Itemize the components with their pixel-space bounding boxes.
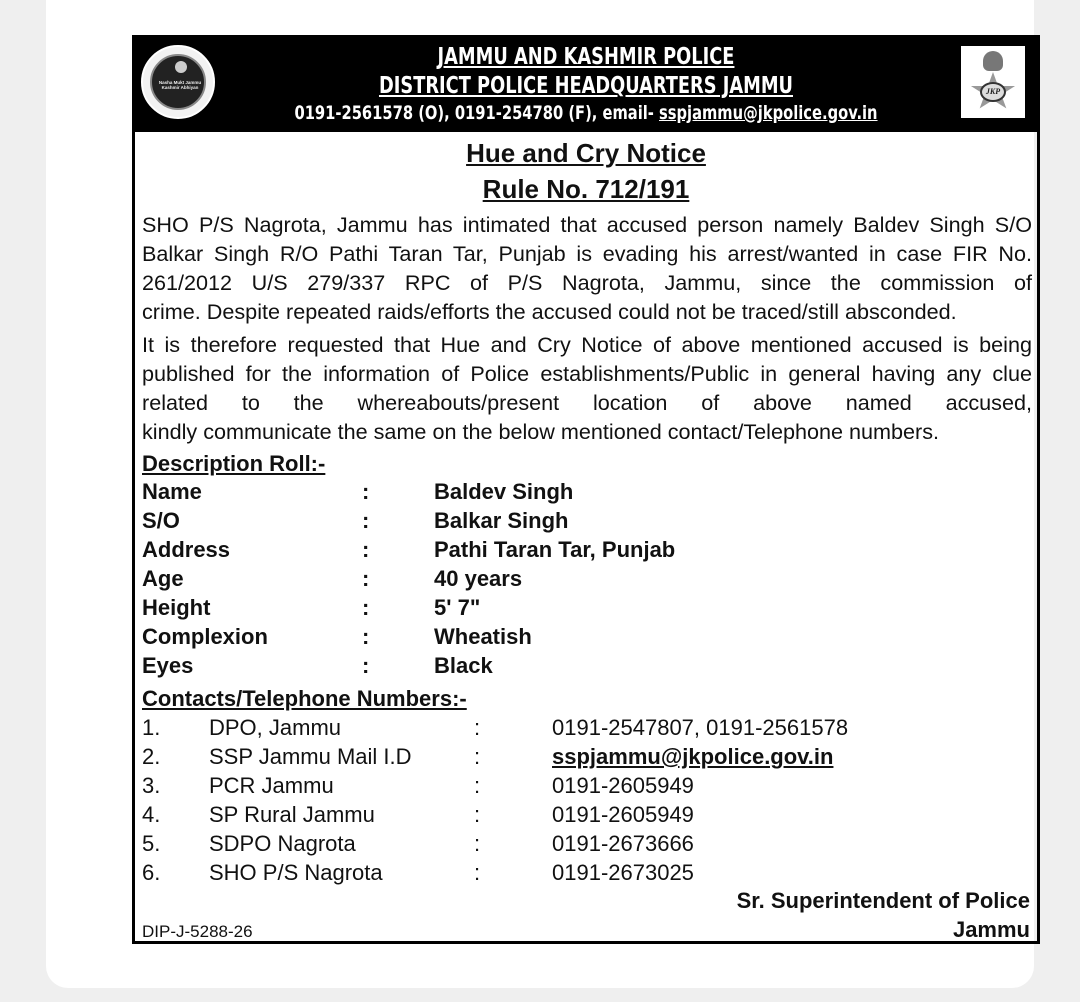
contact-number: 1. xyxy=(142,715,161,740)
header-phones: 0191-2561578 (O), 0191-254780 (F), email- xyxy=(294,102,660,124)
paragraph-1-body: SHO P/S Nagrota, Jammu has intimated that accused person namely Baldev Singh S/O Balkar Singh R/O Pathi Taran Tar, Punjab is evading his arrest/wanted in case FIR No. 261/2012 U/S 279/337 RPC of P/S Nagrota, Jammu, since the commission of xyxy=(142,212,1032,295)
description-label: Height xyxy=(142,595,211,620)
emblem-icon xyxy=(175,61,187,73)
description-value: 40 years xyxy=(434,566,523,591)
contact-email-link[interactable]: sspjammu@jkpolice.gov.in xyxy=(552,744,834,769)
contact-phone: 0191-2605949 xyxy=(552,802,694,827)
contact-separator: : xyxy=(474,860,481,885)
description-value: Pathi Taran Tar, Punjab xyxy=(434,537,676,562)
header-line-1: JAMMU AND KASHMIR POLICE xyxy=(437,44,735,70)
notice-title: Hue and Cry Notice xyxy=(466,138,706,168)
contact-label: DPO, Jammu xyxy=(209,715,342,740)
contact-phone: 0191-2605949 xyxy=(552,773,694,798)
contact-separator: : xyxy=(474,744,481,769)
paragraph-intimation xyxy=(142,210,1032,326)
contact-number: 3. xyxy=(142,773,161,798)
contact-label: SHO P/S Nagrota xyxy=(209,860,383,885)
contact-phone: 0191-2547807, 0191-2561578 xyxy=(552,715,849,740)
contact-separator: : xyxy=(474,715,481,740)
rule-number: Rule No. 712/191 xyxy=(482,174,690,204)
signatory-title: Sr. Superintendent of Police xyxy=(736,888,1030,913)
description-value: Wheatish xyxy=(434,624,532,649)
paragraph-1-last: crime. Despite repeated raids/efforts the accused could not be traced/still absconded. xyxy=(142,299,957,324)
jk-police-badge xyxy=(961,46,1025,118)
notice-header xyxy=(135,38,1037,132)
left-logo-text: Nasha Mukt Jammu Kashmir Abhiyan xyxy=(158,80,202,90)
contact-separator: : xyxy=(474,773,481,798)
description-value: Baldev Singh xyxy=(434,479,574,504)
paragraph-2-last: kindly communicate the same on the below mentioned contact/Telephone numbers. xyxy=(142,419,940,444)
description-separator: : xyxy=(362,653,370,678)
dip-code: DIP-J-5288-26 xyxy=(142,922,253,941)
contact-label: SSP Jammu Mail I.D xyxy=(209,744,412,769)
description-value: 5' 7" xyxy=(434,595,481,620)
paragraph-request xyxy=(142,330,1032,446)
contact-label: SP Rural Jammu xyxy=(209,802,375,827)
header-email-link[interactable]: sspjammu@jkpolice.gov.in xyxy=(659,102,878,124)
contact-separator: : xyxy=(474,831,481,856)
description-value: Balkar Singh xyxy=(434,508,569,533)
description-label: S/O xyxy=(142,508,180,533)
contact-phone: 0191-2673666 xyxy=(552,831,694,856)
contact-number: 4. xyxy=(142,802,161,827)
contact-label: SDPO Nagrota xyxy=(209,831,356,856)
contact-number: 5. xyxy=(142,831,161,856)
contact-number: 2. xyxy=(142,744,161,769)
hue-and-cry-notice xyxy=(132,35,1040,944)
contacts-heading: Contacts/Telephone Numbers:- xyxy=(142,686,467,711)
header-line-2: DISTRICT POLICE HEADQUARTERS JAMMU xyxy=(378,73,794,99)
contact-phone: 0191-2673025 xyxy=(552,860,694,885)
description-label: Name xyxy=(142,479,202,504)
jkp-monogram: JKP xyxy=(980,82,1006,102)
contact-number: 6. xyxy=(142,860,161,885)
description-label: Address xyxy=(142,537,231,562)
description-separator: : xyxy=(362,537,370,562)
header-contact-line xyxy=(198,102,974,124)
description-label: Age xyxy=(142,566,184,591)
description-value: Black xyxy=(434,653,493,678)
description-separator: : xyxy=(362,479,370,504)
description-separator: : xyxy=(362,566,370,591)
description-label: Complexion xyxy=(142,624,268,649)
crown-icon xyxy=(983,51,1003,71)
signatory-location: Jammu xyxy=(952,917,1030,942)
description-roll-heading: Description Roll:- xyxy=(142,451,326,476)
description-separator: : xyxy=(362,508,370,533)
contact-separator: : xyxy=(474,802,481,827)
description-separator: : xyxy=(362,624,370,649)
paragraph-2-body: It is therefore requested that Hue and Cry Notice of above mentioned accused is being published for the information of Police establishments/Public in general having any clue related to the whereabouts/present location of above named accused, xyxy=(142,332,1032,415)
description-separator: : xyxy=(362,595,370,620)
description-label: Eyes xyxy=(142,653,194,678)
page-card xyxy=(46,0,1034,988)
contact-label: PCR Jammu xyxy=(209,773,334,798)
